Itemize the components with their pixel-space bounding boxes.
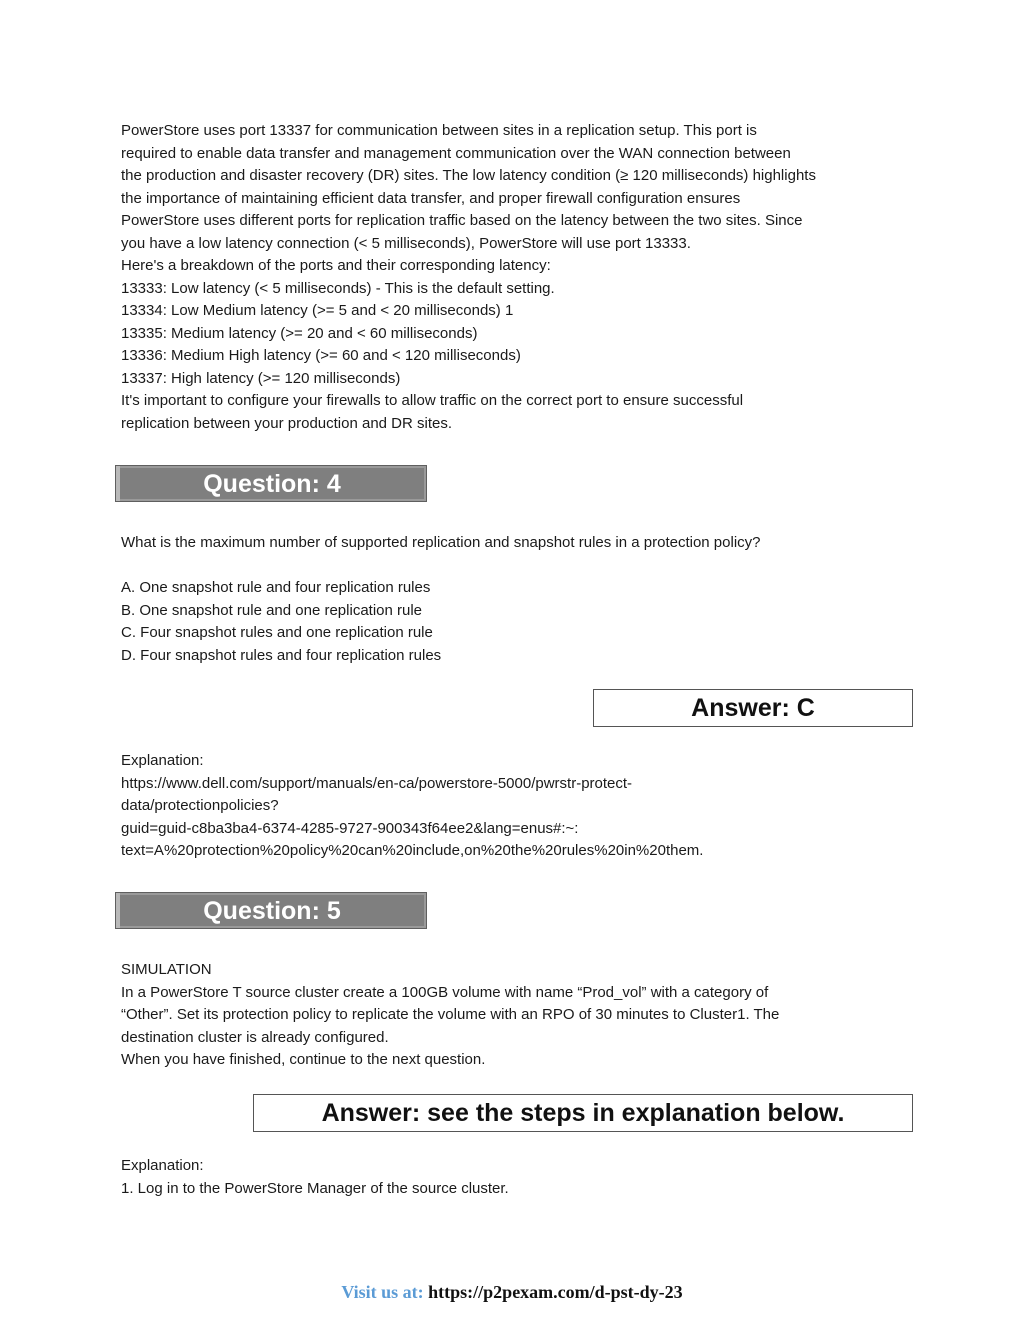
footer-url-link[interactable]: https://p2pexam.com/d-pst-dy-23: [428, 1282, 683, 1302]
text-line: 13337: High latency (>= 120 milliseconds): [121, 369, 401, 387]
question-text: destination cluster is already configured.: [121, 1028, 389, 1046]
question-4-heading: Question: 4: [203, 470, 341, 498]
question-5-answer-box: [253, 1094, 913, 1132]
question-text: When you have finished, continue to the next question.: [121, 1051, 486, 1068]
explanation-line: text=A%20protection%20policy%20can%20include,on%20the%20rules%20in%20them.: [121, 842, 704, 859]
question-text: What is the maximum number of supported replication and snapshot rules in a protection policy?: [121, 534, 761, 551]
text-line: you have a low latency connection (< 5 milliseconds), PowerStore will use port 13333.: [121, 234, 691, 252]
intro-paragraph: [121, 120, 921, 435]
footer-visit-label: Visit us at:: [341, 1282, 424, 1302]
question-4-heading-box: [115, 465, 427, 502]
explanation-line: https://www.dell.com/support/manuals/en-ca/powerstore-5000/pwrstr-protect-: [121, 774, 633, 792]
explanation-label: Explanation:: [121, 1157, 204, 1174]
footer: [0, 1282, 1024, 1303]
text-line: PowerStore uses different ports for replication traffic based on the latency between the two sites. Since: [121, 212, 803, 229]
question-5-explanation: [121, 1155, 921, 1200]
question-text: In a PowerStore T source cluster create a 100GB volume with name “Prod_vol” with a category of: [121, 983, 769, 1001]
question-4-options: [121, 577, 921, 667]
explanation-label: Explanation:: [121, 752, 204, 769]
question-5-heading: Question: 5: [203, 897, 341, 925]
text-line: 13333: Low latency (< 5 milliseconds) - This is the default setting.: [121, 279, 555, 297]
text-line: It's important to configure your firewalls to allow traffic on the correct port to ensure successful: [121, 392, 744, 409]
option-d: D. Four snapshot rules and four replication rules: [121, 646, 442, 664]
text-line: the production and disaster recovery (DR) sites. The low latency condition (≥ 120 milliseconds) highlights: [121, 167, 816, 184]
option-c: C. Four snapshot rules and one replication rule: [121, 624, 433, 641]
question-text: “Other”. Set its protection policy to replicate the volume with an RPO of 30 minutes to Cluster1. The: [121, 1006, 780, 1023]
text-line: 13335: Medium latency (>= 20 and < 60 milliseconds): [121, 324, 478, 342]
question-4-explanation: [121, 750, 921, 863]
question-type: SIMULATION: [121, 961, 212, 978]
text-line: PowerStore uses port 13337 for communication between sites in a replication setup. This port is: [121, 122, 757, 139]
option-b: B. One snapshot rule and one replication rule: [121, 601, 423, 619]
text-line: Here's a breakdown of the ports and their corresponding latency:: [121, 257, 551, 274]
text-line: replication between your production and DR sites.: [121, 414, 453, 432]
explanation-line: guid=guid-c8ba3ba4-6374-4285-9727-900343f64ee2&lang=enus#:~:: [121, 819, 579, 837]
explanation-line: 1. Log in to the PowerStore Manager of the source cluster.: [121, 1179, 509, 1197]
question-4-answer: Answer: C: [691, 694, 815, 722]
option-a: A. One snapshot rule and four replication rules: [121, 579, 431, 596]
text-line: 13334: Low Medium latency (>= 5 and < 20 milliseconds) 1: [121, 302, 514, 319]
question-5-heading-box: [115, 892, 427, 929]
text-line: the importance of maintaining efficient data transfer, and proper firewall configuration ensures: [121, 189, 741, 207]
question-4-answer-box: [593, 689, 913, 727]
text-line: required to enable data transfer and management communication over the WAN connection between: [121, 144, 791, 162]
question-5-text: [121, 959, 921, 1072]
text-line: 13336: Medium High latency (>= 60 and < 120 milliseconds): [121, 347, 521, 364]
question-4-text: [121, 532, 921, 555]
explanation-line: data/protectionpolicies?: [121, 797, 279, 814]
question-5-answer: Answer: see the steps in explanation below.: [321, 1099, 845, 1127]
